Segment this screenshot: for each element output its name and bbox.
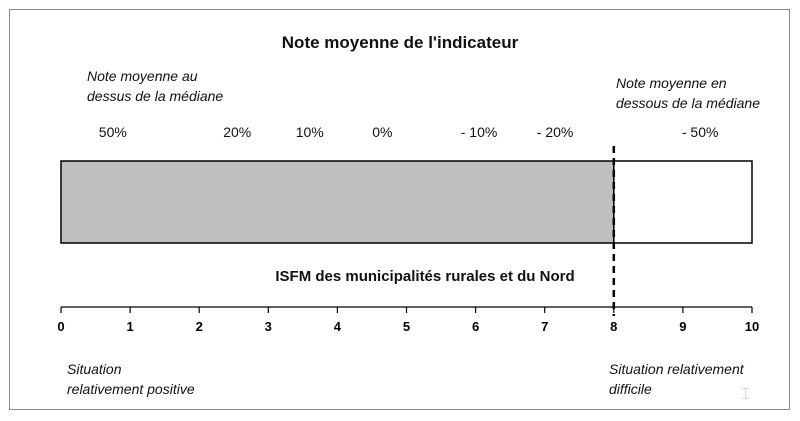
above-median-line-1: Note moyenne au xyxy=(87,68,198,84)
percent-label: 10% xyxy=(295,124,324,140)
axis-tick-label: 10 xyxy=(744,319,760,334)
percent-label: 20% xyxy=(223,124,252,140)
percent-label: 50% xyxy=(98,124,127,140)
percent-label: 0% xyxy=(372,124,393,140)
bar-filled-segment xyxy=(61,161,614,243)
axis-title: ISFM des municipalités rurales et du Nord xyxy=(275,268,575,285)
positive-situation-note xyxy=(67,359,195,399)
axis-tick-label: 6 xyxy=(471,319,480,334)
difficult-line-2: difficile xyxy=(609,381,652,397)
below-median-line-1: Note moyenne en xyxy=(616,75,727,91)
axis-tick-label: 3 xyxy=(264,319,272,334)
axis-tick-label: 9 xyxy=(679,319,687,334)
percent-label: - 50% xyxy=(681,124,719,140)
axis-tick-labels xyxy=(57,319,759,334)
axis-tick-label: 1 xyxy=(126,319,134,334)
difficult-situation-note xyxy=(609,359,744,399)
above-median-line-2: dessus de la médiane xyxy=(87,88,224,104)
difficult-line-1: Situation relativement xyxy=(609,361,744,377)
axis-tick-label: 5 xyxy=(402,319,411,334)
axis-ticks xyxy=(61,307,752,313)
axis-tick-label: 7 xyxy=(541,319,549,334)
positive-line-1: Situation xyxy=(67,361,122,377)
bar-empty-segment xyxy=(614,161,752,243)
text-cursor-icon: ⌶ xyxy=(741,386,751,403)
axis-tick-label: 4 xyxy=(333,319,342,334)
below-median-line-2: dessous de la médiane xyxy=(616,95,760,111)
percent-label: - 20% xyxy=(536,124,574,140)
percent-label: - 10% xyxy=(460,124,498,140)
figure-title: Note moyenne de l'indicateur xyxy=(281,33,519,52)
axis-tick-label: 2 xyxy=(195,319,203,334)
axis-tick-label: 0 xyxy=(57,319,65,334)
axis-tick-label: 8 xyxy=(610,319,618,334)
positive-line-2: relativement positive xyxy=(67,381,195,397)
